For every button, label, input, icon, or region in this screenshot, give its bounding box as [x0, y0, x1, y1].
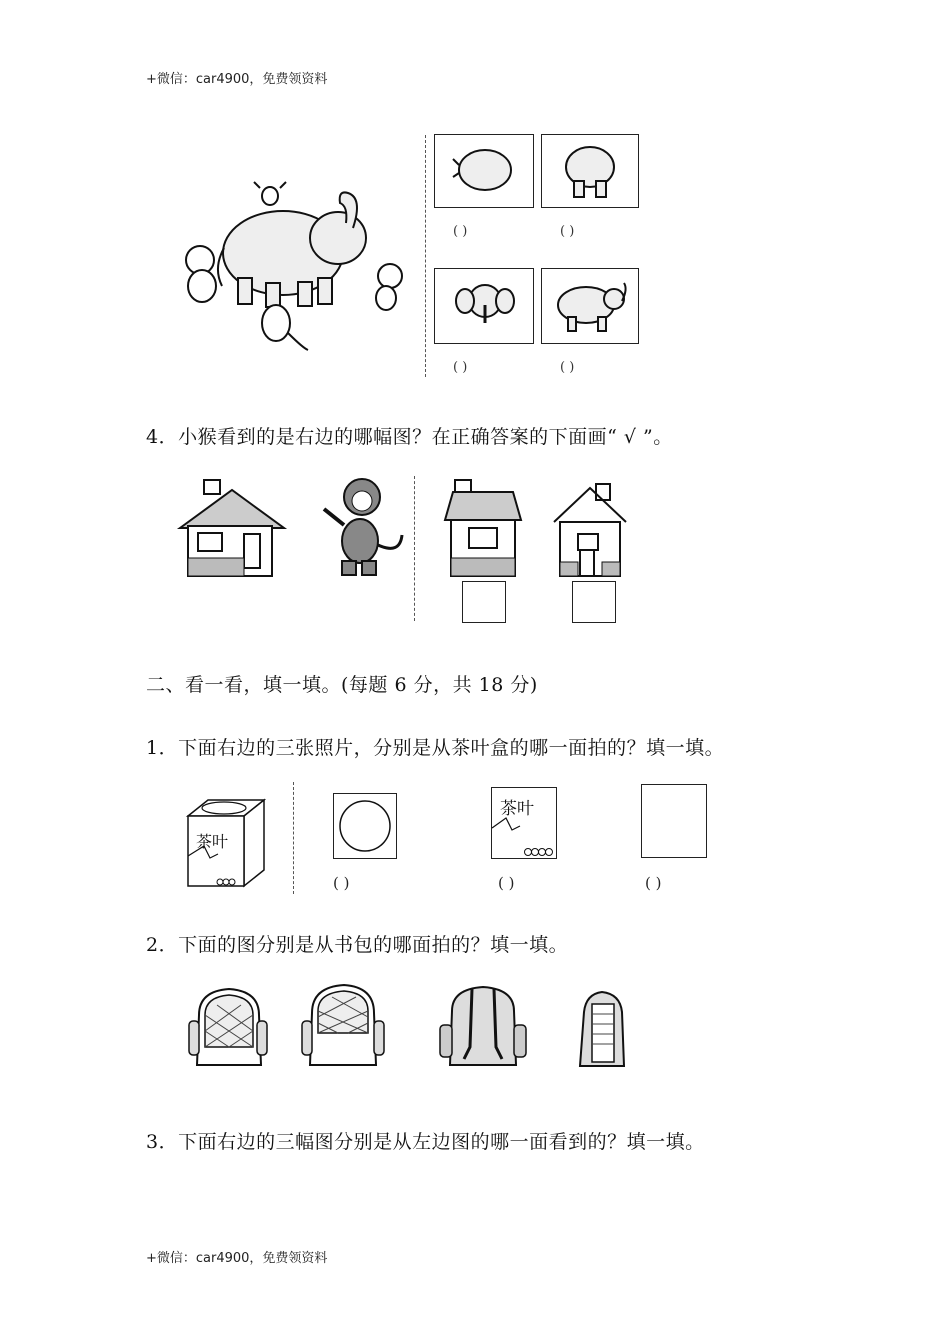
elephant-top-view-image: [434, 134, 534, 208]
divider-line: [293, 782, 294, 894]
answer-blank[interactable]: ( ): [560, 224, 575, 239]
footer-watermark: +微信：car4900，免费领资料: [146, 1251, 328, 1266]
house-front-option-image: [445, 478, 521, 578]
elephant-front-view-image: [434, 268, 534, 344]
monkey-pointing-image: [320, 475, 410, 580]
backpack-top-front-image: [302, 983, 384, 1071]
question-2-1: 1．下面右边的三张照片，分别是从茶叶盒的哪一面拍的？填一填。: [146, 737, 725, 759]
answer-blank[interactable]: ( ): [498, 874, 515, 892]
header-watermark: +微信：car4900，免费领资料: [146, 72, 328, 87]
backpack-back-image: [440, 985, 526, 1071]
backpack-side-image: [574, 990, 628, 1072]
house-brick-front-image: [180, 478, 285, 578]
question-4: 4．小猴看到的是右边的哪幅图？在正确答案的下面画“ √ ”。: [146, 426, 673, 448]
elephant-back-view-image: [541, 134, 639, 208]
question-2-2: 2．下面的图分别是从书包的哪面拍的？填一填。: [146, 934, 569, 956]
divider-line: [425, 135, 426, 377]
question-2-3: 3．下面右边的三幅图分别是从左边图的哪一面看到的？填一填。: [146, 1131, 705, 1153]
section-2-heading: 二、看一看，填一填。(每题 6 分，共 18 分): [146, 674, 538, 696]
answer-blank[interactable]: ( ): [453, 360, 468, 375]
answer-blank[interactable]: ( ): [560, 360, 575, 375]
divider-line: [414, 476, 415, 621]
answer-blank[interactable]: ( ): [333, 874, 350, 892]
answer-blank[interactable]: ( ): [453, 224, 468, 239]
tea-photo-label: 茶叶: [500, 799, 534, 819]
answer-box[interactable]: [572, 581, 616, 623]
tea-box-top-photo: [333, 793, 397, 859]
tea-box-side-photo: [641, 784, 707, 858]
backpack-front-image: [189, 985, 267, 1071]
elephant-scene-illustration: [178, 178, 413, 358]
answer-blank[interactable]: ( ): [645, 874, 662, 892]
tea-box-label: 茶叶: [196, 832, 229, 851]
house-side-option-image: [554, 478, 626, 578]
elephant-side-view-image: [541, 268, 639, 344]
answer-box[interactable]: [462, 581, 506, 623]
